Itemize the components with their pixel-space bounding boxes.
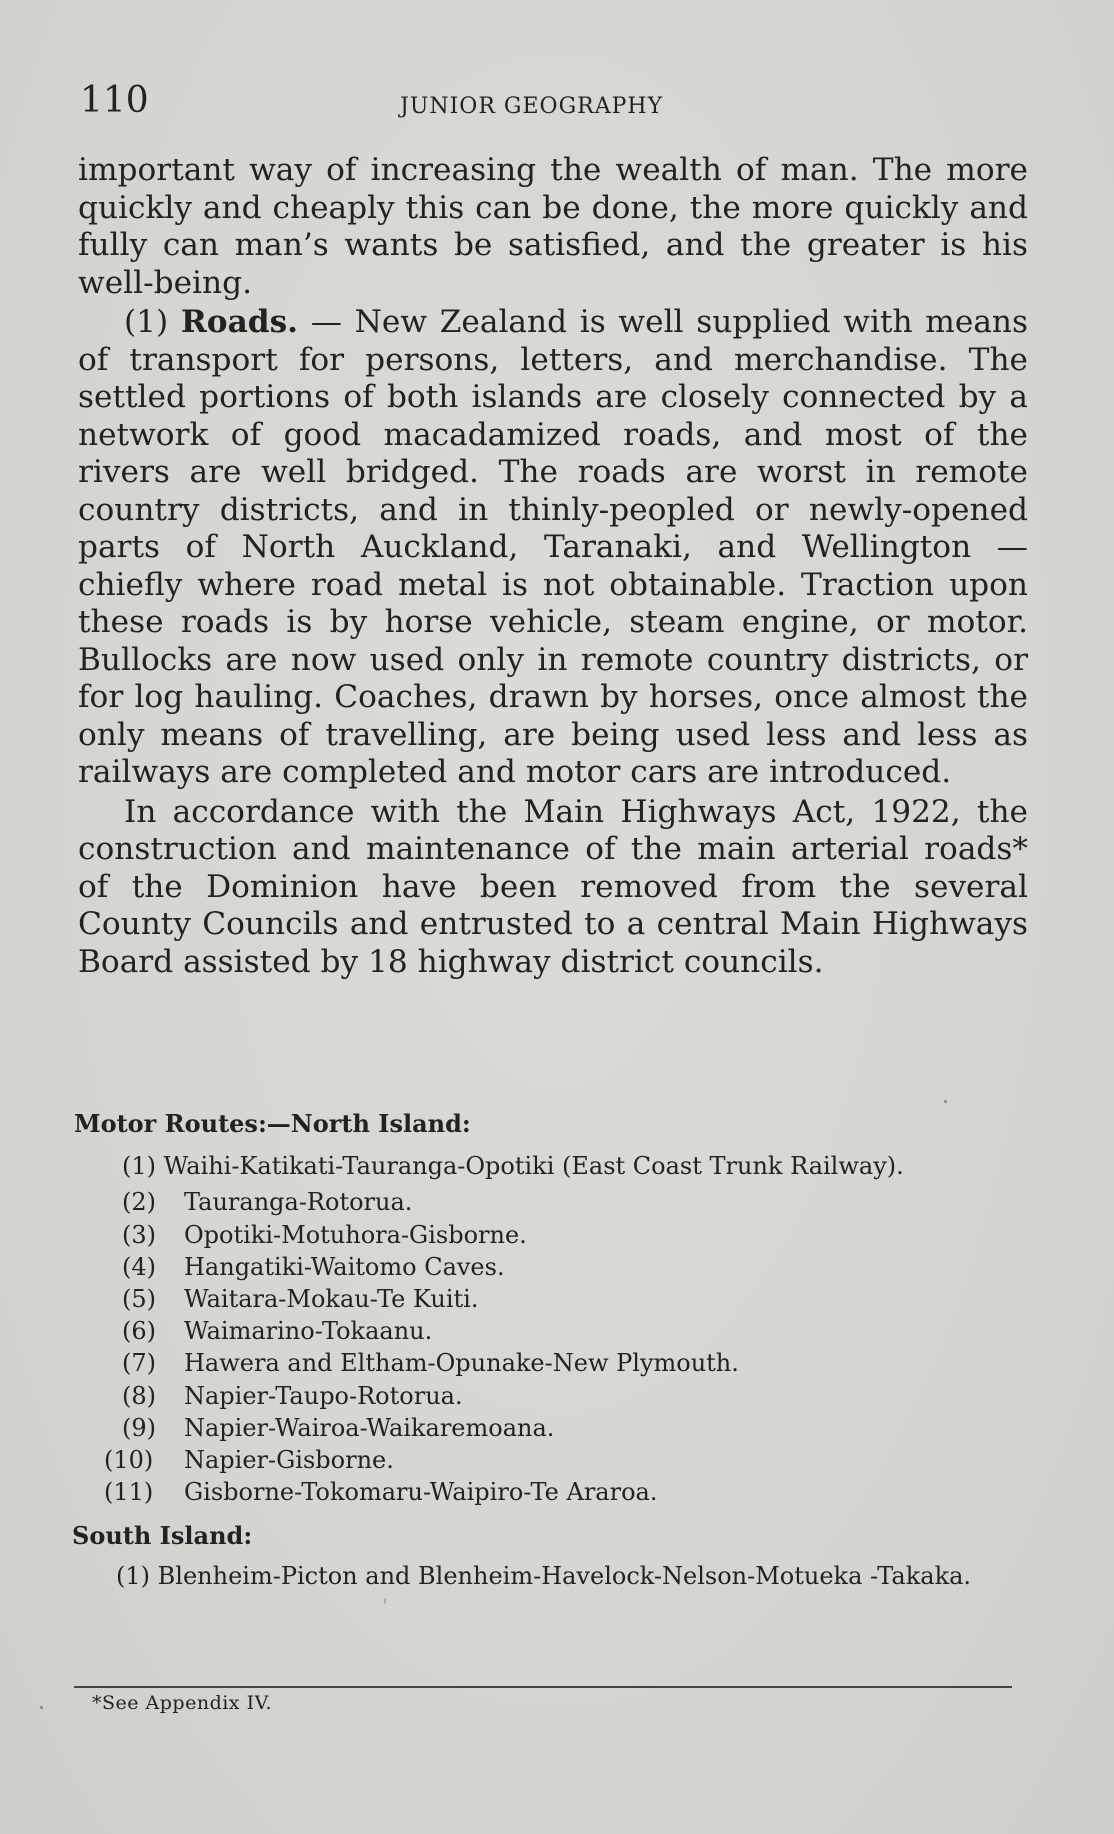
route-text: Napier-Gisborne. (184, 1446, 394, 1475)
motor-routes-section (72, 1108, 1022, 1591)
route-item (72, 1219, 1022, 1251)
route-text: Napier-Wairoa-Waikaremoana. (184, 1413, 555, 1442)
running-title: JUNIOR GEOGRAPHY (400, 94, 664, 119)
route-item (72, 1476, 1022, 1508)
route-number: (1) (116, 1561, 150, 1590)
route-number: (4) (122, 1252, 156, 1281)
route-text: Waihi-Katikati-Tauranga-Opotiki (East Coast Trunk Railway). (163, 1152, 904, 1181)
route-item (72, 1380, 1022, 1412)
north-island-heading: Motor Routes:—North Island: (74, 1109, 471, 1138)
paragraph-highways-act: In accordance with the Main Highways Act, 1922, the construction and maintenance of the main arterial roads* of the Dominion have been removed from the several County Councils and entrusted to a central Main Highways Board assisted by 18 highway district councils. (78, 793, 1028, 980)
footnote: *See Appendix IV. (92, 1692, 273, 1714)
route-number: (7) (122, 1349, 156, 1378)
route-number: (9) (122, 1413, 156, 1442)
route-text: Gisborne-Tokomaru-Waipiro-Te Araroa. (184, 1478, 658, 1507)
route-item (72, 1251, 1022, 1283)
paper-speck (384, 1598, 386, 1604)
route-number: (1) (122, 1152, 156, 1181)
paragraph-roads (78, 304, 1028, 792)
route-number: (2) (122, 1188, 156, 1217)
route-item (72, 1412, 1022, 1444)
footnote-divider (74, 1686, 1012, 1688)
paper-speck (944, 1100, 947, 1103)
route-text: Blenheim-Picton and Blenheim-Havelock-Nelson-Motueka -Takaka. (157, 1561, 972, 1590)
south-island-heading: South Island: (72, 1521, 253, 1551)
route-number: (11) (104, 1478, 154, 1507)
route-text: Waitara-Mokau-Te Kuiti. (184, 1285, 479, 1314)
body-text (78, 152, 1028, 981)
route-text: Hawera and Eltham-Opunake-New Plymouth. (184, 1349, 739, 1378)
page-number: 110 (80, 80, 149, 121)
route-item (72, 1444, 1022, 1476)
route-item (72, 1150, 1022, 1182)
roads-text: — New Zealand is well supplied with means of transport for persons, letters, and merchandise. The settled portions of both islands are closely connected by a network of good macadamized roads, and most of the rivers are well bridged. The roads are worst in remote country districts, and in thinly-peopled or newly-opened parts of North Auckland, Taranaki, and Wellington — chiefly where road metal is not obtainable. Traction upon these roads is by horse vehicle, steam engine, or motor. Bullocks are now used only in remote country districts, or for log hauling. Coaches, drawn by horses, once almost the only means of travelling, are being used less and less as railways are completed and motor cars are introduced. (78, 304, 1029, 790)
route-text: Hangatiki-Waitomo Caves. (184, 1252, 505, 1281)
paragraph-1: important way of increasing the wealth of man. The more quickly and cheaply this can be done, the more quickly and fully can man’s wants be satisfied, and the greater is his well-being. (78, 152, 1028, 301)
route-text: Tauranga-Rotorua. (184, 1188, 413, 1217)
route-item (72, 1283, 1022, 1315)
paper-speck (40, 1706, 43, 1709)
route-number: (6) (122, 1317, 156, 1346)
route-item (72, 1186, 1022, 1218)
route-text: Napier-Taupo-Rotorua. (184, 1381, 463, 1410)
roads-number: (1) (124, 304, 181, 340)
route-number: (3) (122, 1220, 156, 1249)
route-number: (8) (122, 1381, 156, 1410)
route-item (72, 1347, 1022, 1379)
route-number: (5) (122, 1285, 156, 1314)
route-item (72, 1561, 1022, 1591)
page-header (80, 80, 1040, 124)
route-number: (10) (104, 1446, 154, 1475)
route-text: Opotiki-Motuhora-Gisborne. (184, 1220, 527, 1249)
route-item (72, 1315, 1022, 1347)
route-text: Waimarino-Tokaanu. (184, 1317, 433, 1346)
roads-heading: Roads. (180, 304, 299, 340)
